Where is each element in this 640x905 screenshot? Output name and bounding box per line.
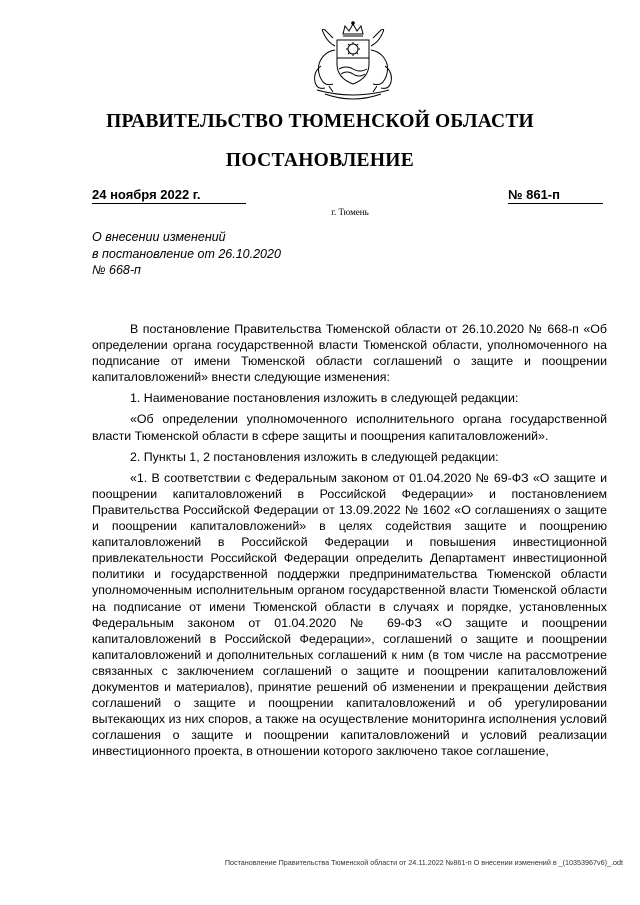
document-date: 24 ноября 2022 г.: [92, 187, 246, 204]
subject-line: О внесении изменений: [92, 230, 226, 244]
document-number: № 861-п: [508, 187, 603, 204]
body-paragraph: «Об определении уполномоченного исполнительного органа государственной власти Тюменской области в сфере защиты и поощрения капиталовложений».: [92, 412, 607, 443]
body-paragraph: 2. Пункты 1, 2 постановления изложить в следующей редакции:: [130, 449, 499, 464]
document-city: г. Тюмень: [331, 207, 369, 217]
document-subject: [92, 229, 352, 279]
subject-line: в постановление от 26.10.2020: [92, 246, 281, 261]
tyumen-coat-of-arms-icon: [299, 20, 407, 104]
document-footer: Постановление Правительства Тюменской области от 24.11.2022 №861-п О внесении изменений в _(10353967v6)_.odt: [224, 858, 623, 867]
subject-line: № 668-п: [92, 263, 141, 277]
body-paragraph: «1. В соответствии с Федеральным законом от 01.04.2020 № 69-ФЗ «О защите и поощрении капиталовложений в Российской Федерации» и постановлением Правительства Российской Федерации от 13.09.2022 № 1602 «О соглашениях о защите и поощрении капиталовложений» в целях содействия защите и поощрению капиталовложений в Российской Федерации и повышения инвестиционной привлекательности Российской Федерации определить Департамент инвестиционной политики и государственной поддержки предпринимательства Тюменской области уполномоченным исполнительным органом государственной власти Тюменской области на подписание от имени Тюменской области в случаях и порядке, установленных Федеральным законом от 01.04.2020 № 69-ФЗ «О защите и поощрении капиталовложений в Российской Федерации», соглашений о защите и поощрении капиталовложений и дополнительных соглашений к ним (в том числе на рассмотрение связанных с заключением соглашений о защите и поощрении капиталовложений документов и материалов), принятие решений об изменении и прекращении действия соглашений о защите и поощрении капиталовложений и об урегулировании вытекающих из них споров, а также на осуществление мониторинга исполнения условий соглашения о защите и поощрении капиталовложений и условий реализации инвестиционного проекта, в отношении которого заключено такое соглашение,: [92, 470, 607, 759]
body-paragraph: 1. Наименование постановления изложить в следующей редакции:: [130, 391, 519, 406]
document-type: ПОСТАНОВЛЕНИЕ: [225, 150, 415, 171]
government-title: ПРАВИТЕЛЬСТВО ТЮМЕНСКОЙ ОБЛАСТИ: [106, 111, 534, 132]
document-body: [92, 321, 607, 759]
body-paragraph: В постановление Правительства Тюменской области от 26.10.2020 № 668-п «Об определении органа государственной власти Тюменской области, уполномоченного на подписание от имени Тюменской области соглашений о защите и поощрении капиталовложений» внести следующие изменения:: [92, 322, 607, 385]
